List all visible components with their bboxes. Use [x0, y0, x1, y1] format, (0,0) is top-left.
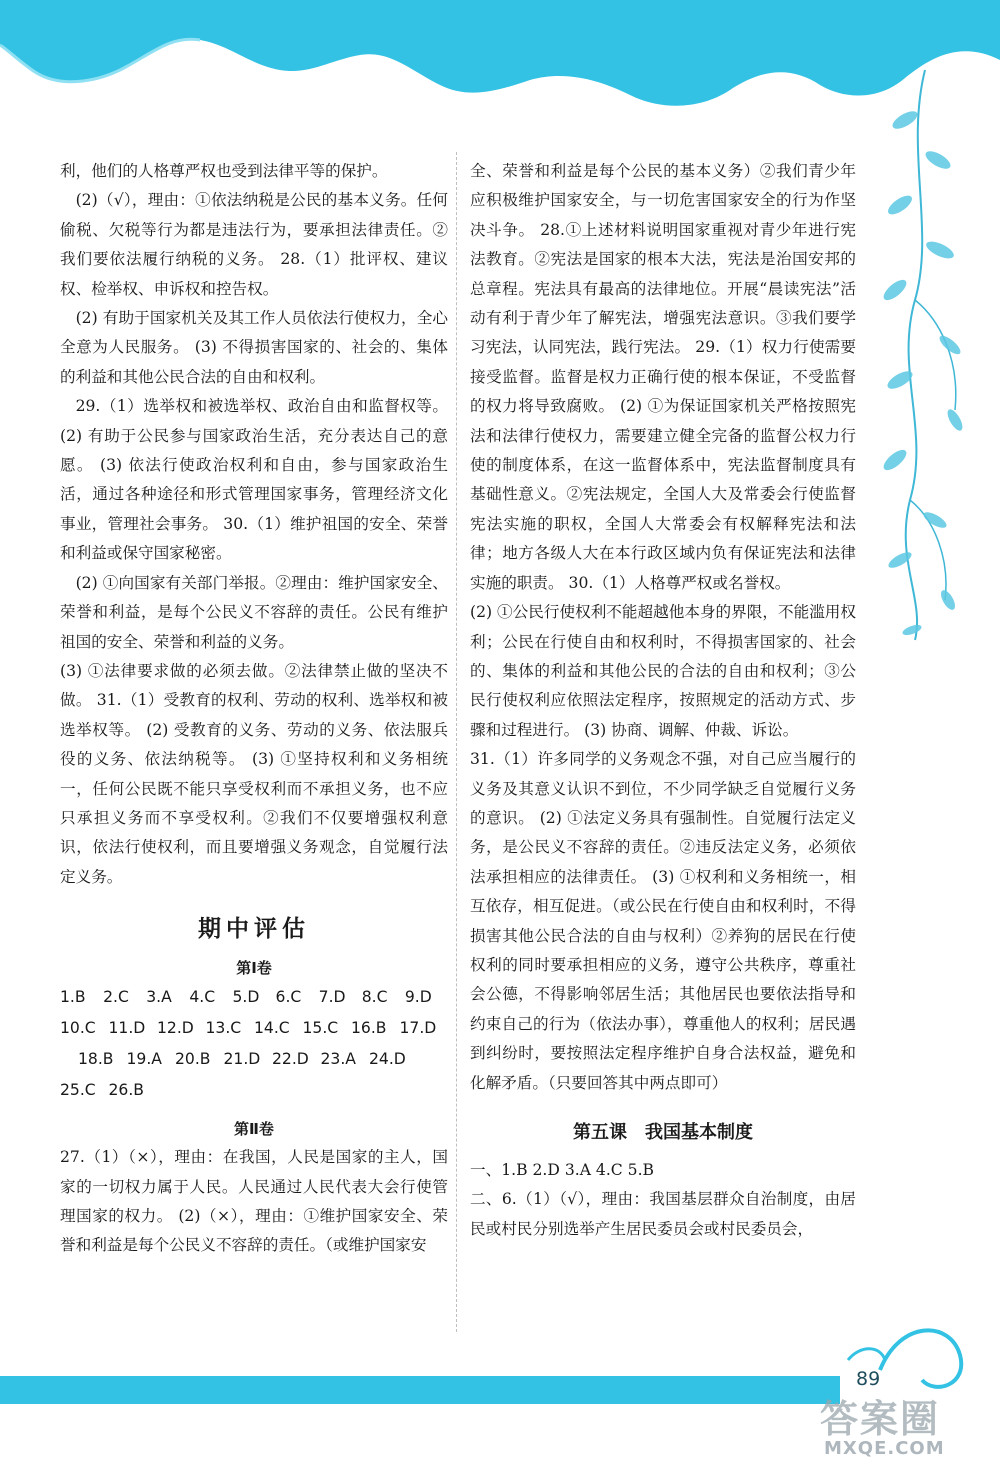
mc-answer: 8.C [361, 988, 388, 1007]
answer-paragraph: 29.（1）选举权和被选举权、政治自由和监督权等。 (2) 有助于公民参与国家政治生活，充分表达自己的意愿。 (3) 依法行使政治权利和自由，参与国家政治生活，通过各种途径和形式管理国家事务，管理经济文化事业，管理社会事务。 30.（1）维护祖国的安全、荣誉和利益或保守国家秘密。 [60, 397, 448, 563]
answer-paragraph: (2) 有助于国家机关及其工作人员依法行使权力，全心全意为人民服务。 (3) 不得损害国家的、社会的、集体的利益和其他公民合法的自由和权利。 [60, 309, 448, 386]
mc-row [60, 1075, 448, 1106]
mc-row [60, 1013, 448, 1044]
watermark-logo: 答案圈 [820, 1397, 941, 1441]
answer-paragraph: 27.（1）（×），理由：在我国，人民是国家的主人，国家的一切权力属于人民。人民通过人民代表大会行使管理国家的权力。 (2)（×），理由：①维护国家安全、荣誉和利益是每个公民义不容辞的责任。（或维护国家安 [60, 1148, 448, 1255]
multiple-choice-answers [60, 982, 448, 1106]
mc-answer: 26.B [108, 1081, 144, 1100]
mc-answer: 24.D [369, 1050, 406, 1069]
answer-paragraph: (2) ①公民行使权利不能超越他本身的界限，不能滥用权利；公民在行使自由和权利时，不得损害国家的、社会的、集体的利益和其他公民的合法的自由和权利；③公民行使权利应依照法定程序，按照规定的活动方式、步骤和过程进行。 (3) 协商、调解、仲裁、诉讼。 [470, 603, 856, 739]
mc-answer: 2.C [103, 988, 129, 1007]
left-column [60, 157, 448, 1261]
mc-answer: 16.B [351, 1019, 387, 1038]
mc-answer: 25.C [60, 1081, 96, 1100]
answer-paragraph: 全、荣誉和利益是每个公民的基本义务）②我们青少年应积极维护国家安全，与一切危害国家安全的行为作坚决斗争。 28.①上述材料说明国家重视对青少年进行宪法教育。②宪法是国家的根本大法，宪法是治国安邦的总章程。宪法具有最高的法律地位。开展“晨读宪法”活动有利于青少年了解宪法，增强宪法意识。③我们要学习宪法，认同宪法，践行宪法。 29.（1）权力行使需要接受监督。监督是权力正确行使的根本保证，不受监督的权力将导致腐败。 (2) ①为保证国家机关严格按照宪法和法律行使权力，需要建立健全完备的监督公权力行使的制度体系，在这一监督体系中，宪法监督制度具有基础性意义。②宪法规定，全国人大及常委会行使监督宪法实施的职权，全国人大常委会有权解释宪法和法律；地方各级人大在本行政区域内负有保证宪法和法律实施的职责。 30.（1）人格尊严权或名誉权。 [470, 162, 856, 592]
watermark-url: MXQE.COM [824, 1438, 945, 1459]
mc-answer: 20.B [175, 1050, 211, 1069]
part-two-title: 第Ⅱ卷 [234, 1120, 274, 1139]
mc-answer: 22.D [272, 1050, 309, 1069]
column-divider [456, 152, 457, 1332]
mc-answer: 13.C [205, 1019, 242, 1038]
mc-answer: 4.C [189, 988, 216, 1007]
mc-answer: 6.C [275, 988, 302, 1007]
lesson-title: 第五课 我国基本制度 [573, 1122, 753, 1143]
mc-row [60, 982, 448, 1013]
part-one-title: 第Ⅰ卷 [236, 959, 272, 978]
page-number: 89 [856, 1368, 881, 1390]
mc-answer: 1.B [60, 988, 86, 1007]
mc-answer: 18.B [78, 1050, 114, 1069]
answer-paragraph: 31.（1）许多同学的义务观念不强，对自己应当履行的义务及其意义认识不到位，不少同学缺乏自觉履行义务的意识。 (2) ①法定义务具有强制性。自觉履行法定义务，是公民义不容辞的责任。②违反法定义务，必须依法承担相应的法律责任。 (3) ①权利和义务相统一，相互依存，相互促进。（或公民在行使自由和权利时，不得损害其他公民合法的自由与权利）②养狗的居民在行使权利的同时要承担相应的义务，遵守公共秩序，尊重社会公德，不得影响邻居生活；其他居民也要依法指导和约束自己的行为（依法办事），尊重他人的权利；居民遇到纠纷时，要按照法定程序维护自身合法权益，避免和化解矛盾。（只要回答其中两点即可） [470, 750, 856, 1092]
answer-paragraph: 二、6.（1）（√），理由：我国基层群众自治制度，由居民或村民分别选举产生居民委员会或村民委员会， [470, 1190, 856, 1238]
mc-answer: 10.C [60, 1019, 96, 1038]
mc-answer: 7.D [318, 988, 346, 1007]
mc-answer: 23.A [320, 1050, 356, 1069]
midterm-title: 期中评估 [198, 916, 310, 943]
mc-answer: 15.C [302, 1019, 339, 1038]
answer-paragraph: 一、1.B 2.D 3.A 4.C 5.B [470, 1161, 655, 1179]
answer-paragraph: (2) ①向国家有关部门举报。②理由：维护国家安全、荣誉和利益，是每个公民义不容辞的责任。公民有维护祖国的安全、荣誉和利益的义务。 [60, 573, 448, 651]
mc-answer: 11.D [108, 1019, 146, 1038]
mc-answer: 12.D [157, 1019, 194, 1038]
mc-answer: 17.D [399, 1019, 437, 1038]
mc-answer: 21.D [223, 1050, 261, 1069]
answer-paragraph: 利，他们的人格尊严权也受到法律平等的保护。 [60, 162, 388, 180]
mc-answer: 19.A [126, 1050, 162, 1069]
right-column [470, 157, 856, 1244]
header-wave [0, 0, 1000, 160]
mc-answer: 14.C [254, 1019, 290, 1038]
mc-answer: 9.D [404, 988, 432, 1007]
footer-bar [0, 1376, 840, 1404]
answer-paragraph: (3) ①法律要求做的必须去做。②法律禁止做的坚决不做。 31.（1）受教育的权利、劳动的权利、选举权和被选举权等。 (2) 受教育的义务、劳动的义务、依法服兵役的义务、依法纳税等。 (3) ①坚持权利和义务相统一，任何公民既不能只享受权利而不承担义务，也不应只承担义务而不享受权利。②我们不仅要增强权利意识，依法行使权利，而且要增强义务观念，自觉履行法定义务。 [60, 661, 448, 886]
answer-paragraph: (2)（√），理由：①依法纳税是公民的基本义务。任何偷税、欠税等行为都是违法行为，要承担法律责任。②我们要依法履行纳税的义务。 28.（1）批评权、建议权、检举权、申诉权和控告权。 [60, 191, 448, 298]
mc-row [60, 1044, 448, 1075]
mc-answer: 5.D [232, 988, 260, 1007]
mc-answer: 3.A [146, 988, 172, 1007]
